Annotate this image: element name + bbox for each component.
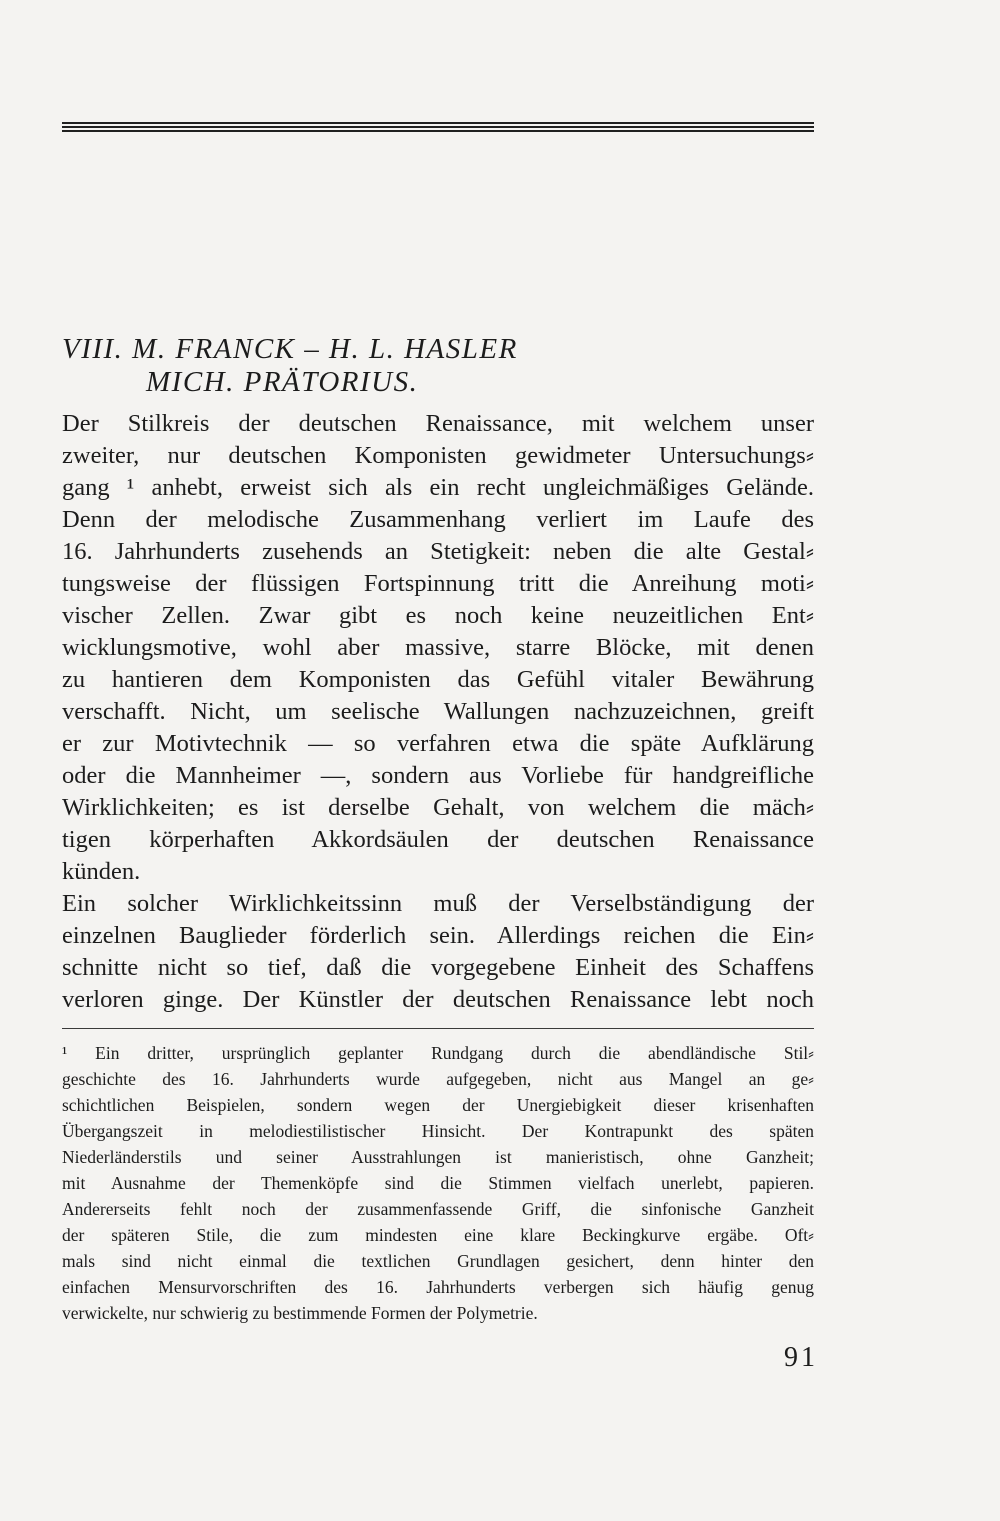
body-line: 16. Jahrhunderts zusehends an Stetigkeit: neben die alte Gestal⸗ [62,538,814,565]
footnote-line: mit Ausnahme der Themenköpfe sind die Stimmen vielfach unerlebt, papieren. [62,1173,814,1193]
footnote [62,1040,814,1326]
chapter-heading [62,333,822,399]
chapter-heading-line-1: VIII. M. FRANCK – H. L. HASLER [62,333,518,365]
body-line: vischer Zellen. Zwar gibt es noch keine neuzeitlichen Ent⸗ [62,602,814,629]
footnote-line: Niederländerstils und seiner Ausstrahlungen ist manieristisch, ohne Ganzheit; [62,1147,814,1167]
body-line: Ein solcher Wirklichkeitssinn muß der Verselbständigung der [62,890,814,917]
header-rule-line [62,126,814,128]
body-line: wicklungsmotive, wohl aber massive, starre Blöcke, mit denen [62,634,814,661]
body-line: tungsweise der flüssigen Fortspinnung tritt die Anreihung moti⸗ [62,570,814,597]
chapter-heading-line-2: MICH. PRÄTORIUS. [146,366,419,398]
footnote-line: der späteren Stile, die zum mindesten eine klare Beckingkurve ergäbe. Oft⸗ [62,1225,814,1245]
body-line: zweiter, nur deutschen Komponisten gewidmeter Untersuchungs⸗ [62,442,814,469]
body-line: einzelnen Bauglieder förderlich sein. Allerdings reichen die Ein⸗ [62,922,814,949]
footnote-line: ¹ Ein dritter, ursprünglich geplanter Rundgang durch die abendländische Stil⸗ [62,1043,814,1063]
body-line: Denn der melodische Zusammenhang verliert im Laufe des [62,506,814,533]
body-line: künden. [62,858,141,885]
body-line: gang ¹ anhebt, erweist sich als ein recht ungleichmäßiges Gelände. [62,474,814,501]
footnote-separator [62,1028,814,1029]
header-rule-line [62,122,814,124]
body-line: verloren ginge. Der Künstler der deutschen Renaissance lebt noch [62,986,814,1013]
body-line: zu hantieren dem Komponisten das Gefühl vitaler Bewährung [62,666,814,693]
footnote-line: einfachen Mensurvorschriften des 16. Jahrhunderts verbergen sich häufig genug [62,1277,814,1297]
body-line: Wirklichkeiten; es ist derselbe Gehalt, von welchem die mäch⸗ [62,794,814,821]
header-rule-line [62,130,814,132]
footnote-line: verwickelte, nur schwierig zu bestimmende Formen der Polymetrie. [62,1303,538,1323]
header-rules [62,122,814,136]
page-number: 91 [784,1342,818,1373]
body-line: tigen körperhaften Akkordsäulen der deutschen Renaissance [62,826,814,853]
footnote-line: mals sind nicht einmal die textlichen Grundlagen gesichert, denn hinter den [62,1251,814,1271]
body-line: Der Stilkreis der deutschen Renaissance, mit welchem unser [62,410,814,437]
body-text [62,408,814,1016]
footnote-line: Andererseits fehlt noch der zusammenfassende Griff, die sinfonische Ganzheit [62,1199,814,1219]
body-line: verschafft. Nicht, um seelische Wallungen nachzuzeichnen, greift [62,698,814,725]
body-line: schnitte nicht so tief, daß die vorgegebene Einheit des Schaffens [62,954,814,981]
footnote-line: Übergangszeit in melodiestilistischer Hinsicht. Der Kontrapunkt des späten [62,1121,814,1141]
footnote-line: schichtlichen Beispielen, sondern wegen der Unergiebigkeit dieser krisenhaften [62,1095,814,1115]
footnote-line: geschichte des 16. Jahrhunderts wurde aufgegeben, nicht aus Mangel an ge⸗ [62,1069,814,1089]
body-line: oder die Mannheimer —, sondern aus Vorliebe für handgreifliche [62,762,814,789]
body-line: er zur Motivtechnik — so verfahren etwa die späte Aufklärung [62,730,814,757]
